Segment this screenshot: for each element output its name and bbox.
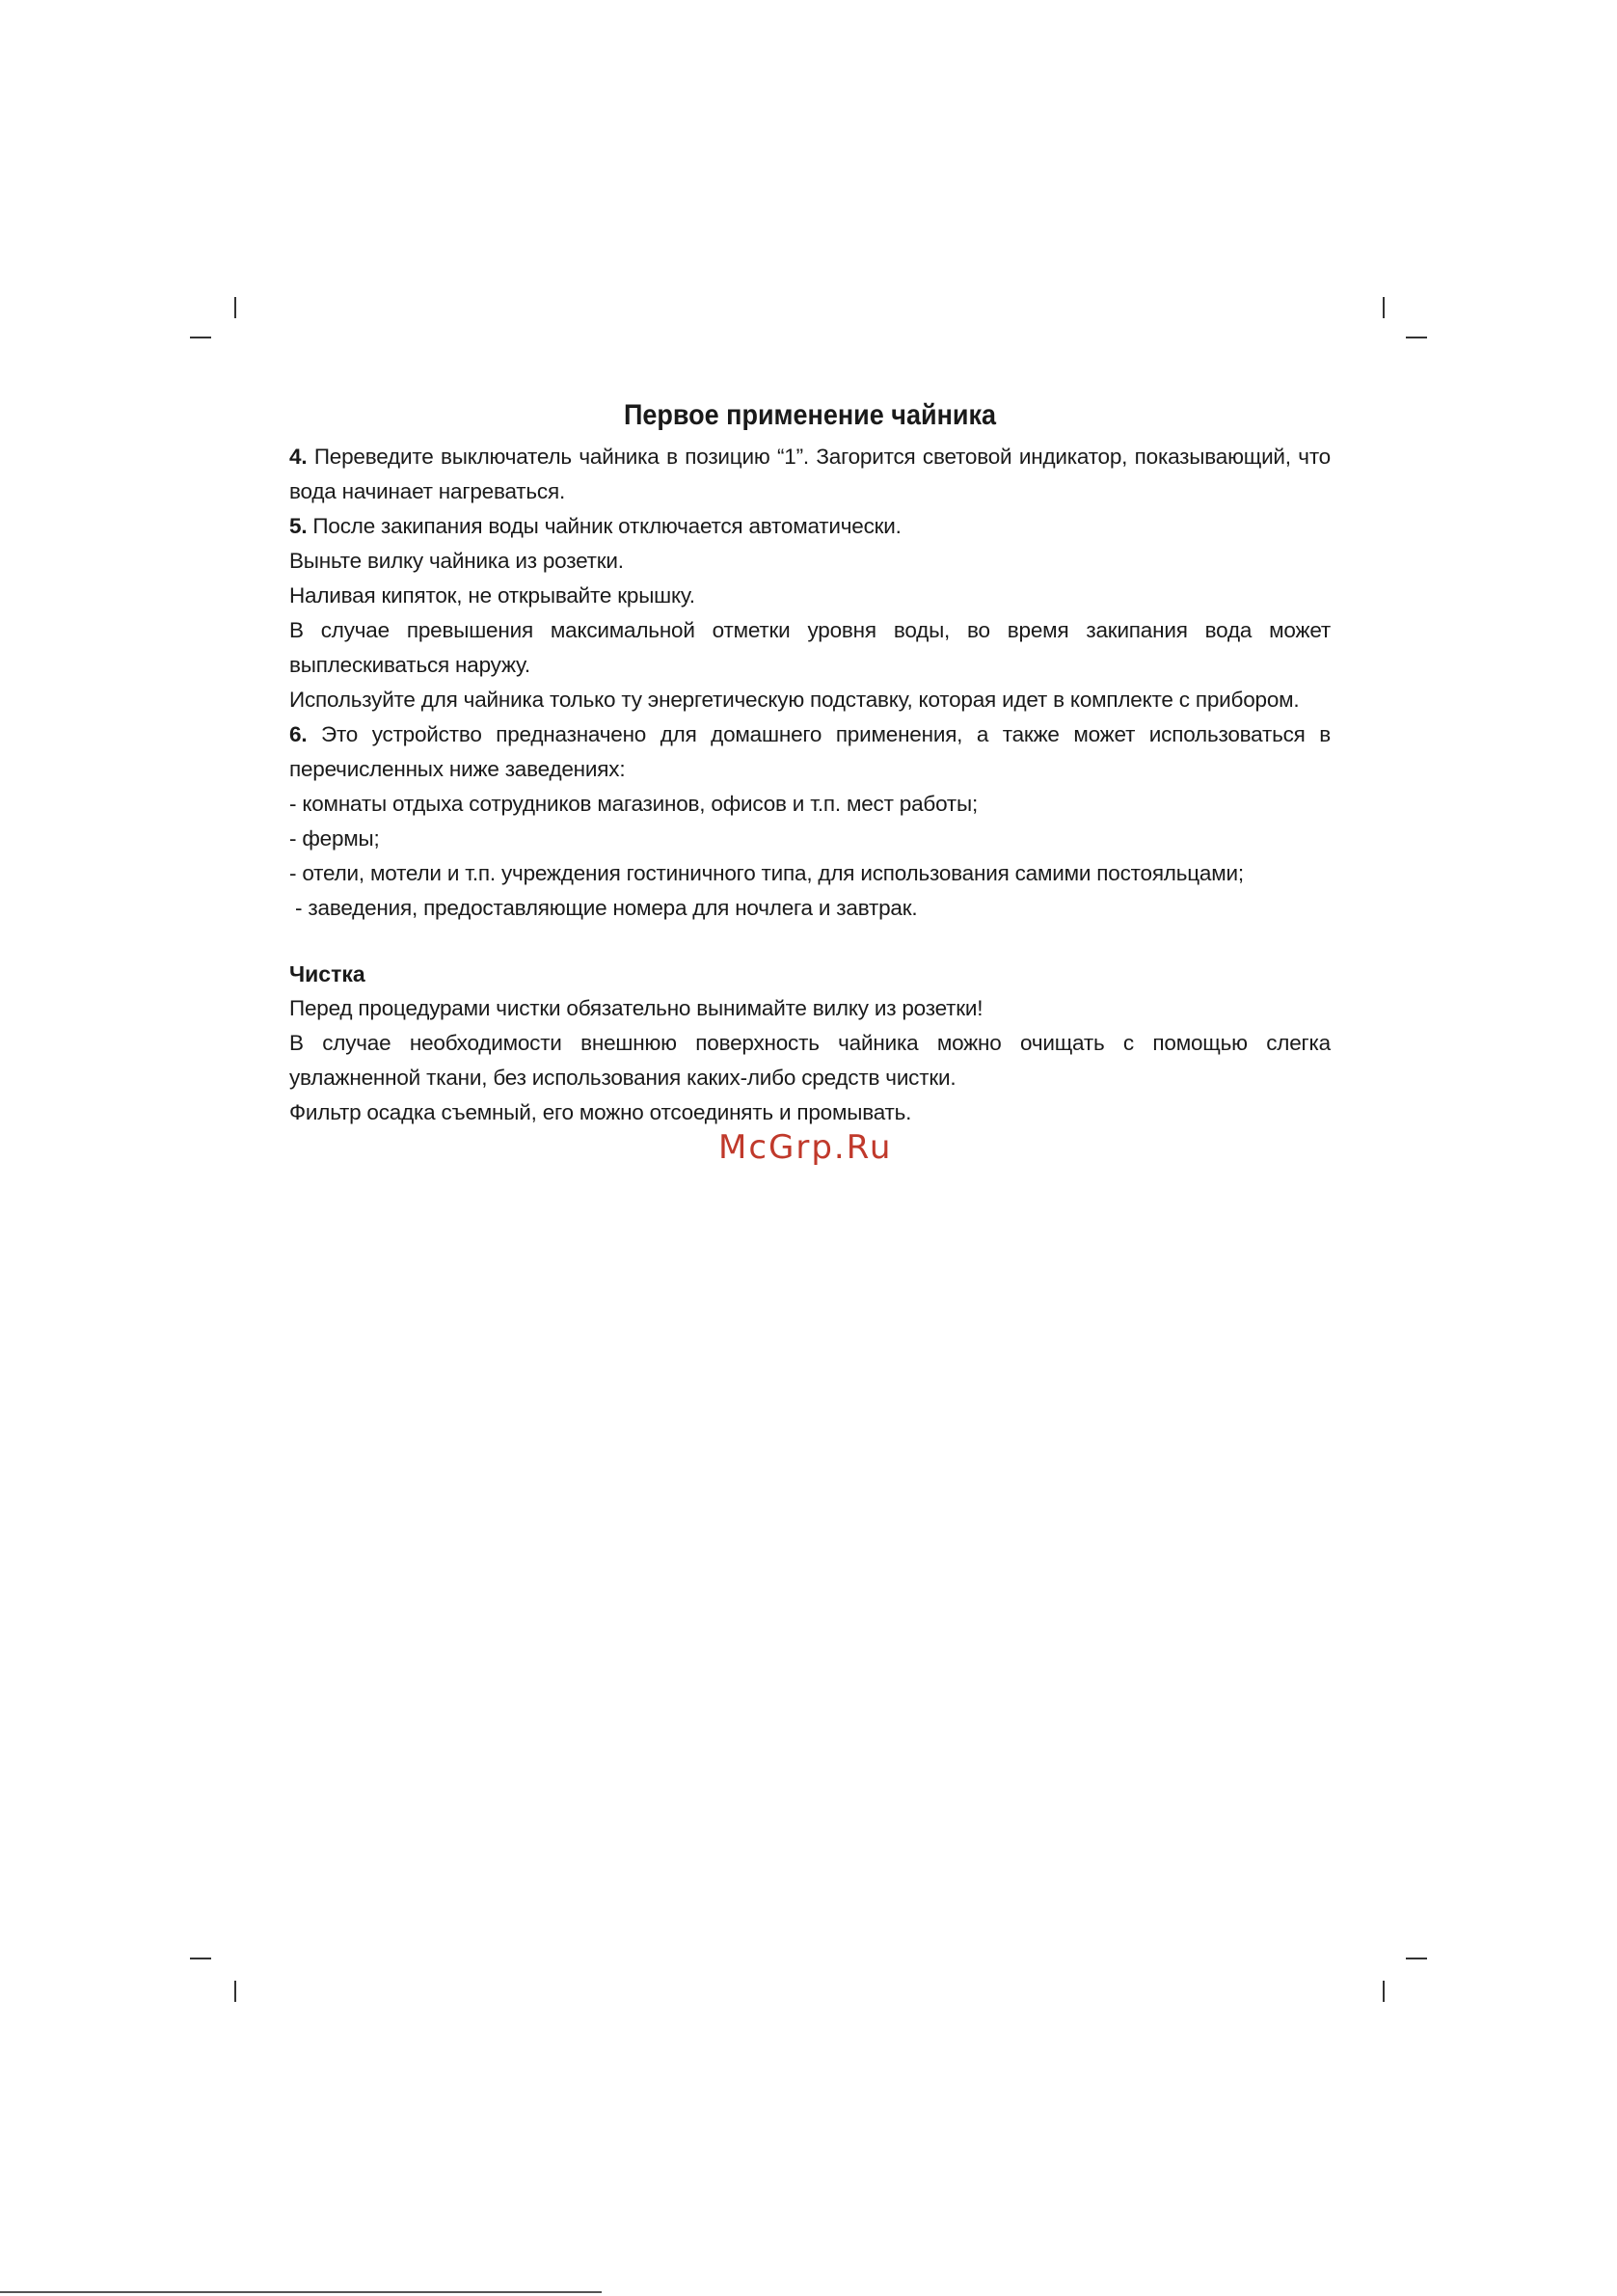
item-text: Это устройство предназначено для домашнего применения, а также может использоваться в перечисленных ниже заведениях: <box>289 722 1331 781</box>
item-text: Переведите выключатель чайника в позицию “1”. Загорится световой индикатор, показывающий, что вода начинает нагреваться. <box>289 445 1331 503</box>
crop-mark-bottom-right-h <box>1406 1958 1427 1959</box>
item-text: После закипания воды чайник отключается автоматически. <box>307 514 902 538</box>
instruction-item <box>289 440 1331 509</box>
instruction-item <box>289 509 1331 544</box>
instruction-item <box>289 683 1331 717</box>
page-title: Первое применение чайника <box>623 399 997 431</box>
instruction-item <box>289 717 1331 787</box>
item-text: Выньте вилку чайника из розетки. <box>289 549 624 573</box>
item-number: 6. <box>289 722 308 746</box>
document-page <box>289 397 1331 1130</box>
cleaning-line: Перед процедурами чистки обязательно вынимайте вилку из розетки! <box>289 996 984 1020</box>
instruction-item <box>289 856 1331 891</box>
cleaning-section <box>289 991 1331 1130</box>
crop-mark-bottom-right-v <box>1383 1981 1385 2002</box>
cleaning-line: Фильтр осадка съемный, его можно отсоединять и промывать. <box>289 1100 912 1124</box>
item-text: - комнаты отдыха сотрудников магазинов, офисов и т.п. мест работы; <box>289 792 979 816</box>
crop-mark-bottom-left-h <box>190 1958 211 1959</box>
item-text: - заведения, предоставляющие номера для ночлега и завтрак. <box>289 896 918 920</box>
crop-mark-top-left-v <box>234 297 236 318</box>
watermark: McGrp.Ru <box>718 1128 893 1167</box>
item-number: 5. <box>289 514 308 538</box>
crop-mark-top-right-h <box>1406 337 1427 338</box>
bottom-rule <box>0 2291 602 2293</box>
item-number: 4. <box>289 445 308 469</box>
instruction-item <box>289 891 1331 926</box>
crop-mark-bottom-left-v <box>234 1981 236 2002</box>
item-text: - отели, мотели и т.п. учреждения гостиничного типа, для использования самими постояльцами; <box>289 861 1244 885</box>
crop-mark-top-right-v <box>1383 297 1385 318</box>
instructions-list <box>289 440 1331 926</box>
instruction-item <box>289 579 1331 613</box>
instruction-item <box>289 544 1331 579</box>
cleaning-heading: Чистка <box>289 961 365 986</box>
item-text: В случае превышения максимальной отметки уровня воды, во время закипания вода может выплескиваться наружу. <box>289 618 1331 677</box>
item-text: Используйте для чайника только ту энергетическую подставку, которая идет в комплекте с прибором. <box>289 688 1300 712</box>
item-text: Наливая кипяток, не открывайте крышку. <box>289 583 695 608</box>
instruction-item <box>289 613 1331 683</box>
instruction-item <box>289 822 1331 856</box>
cleaning-line: В случае необходимости внешнюю поверхность чайника можно очищать с помощью слегка увлажненной ткани, без использования каких-либо средств чистки. <box>289 1031 1331 1090</box>
item-text: - фермы; <box>289 826 380 851</box>
crop-mark-top-left-h <box>190 337 211 338</box>
instruction-item <box>289 787 1331 822</box>
